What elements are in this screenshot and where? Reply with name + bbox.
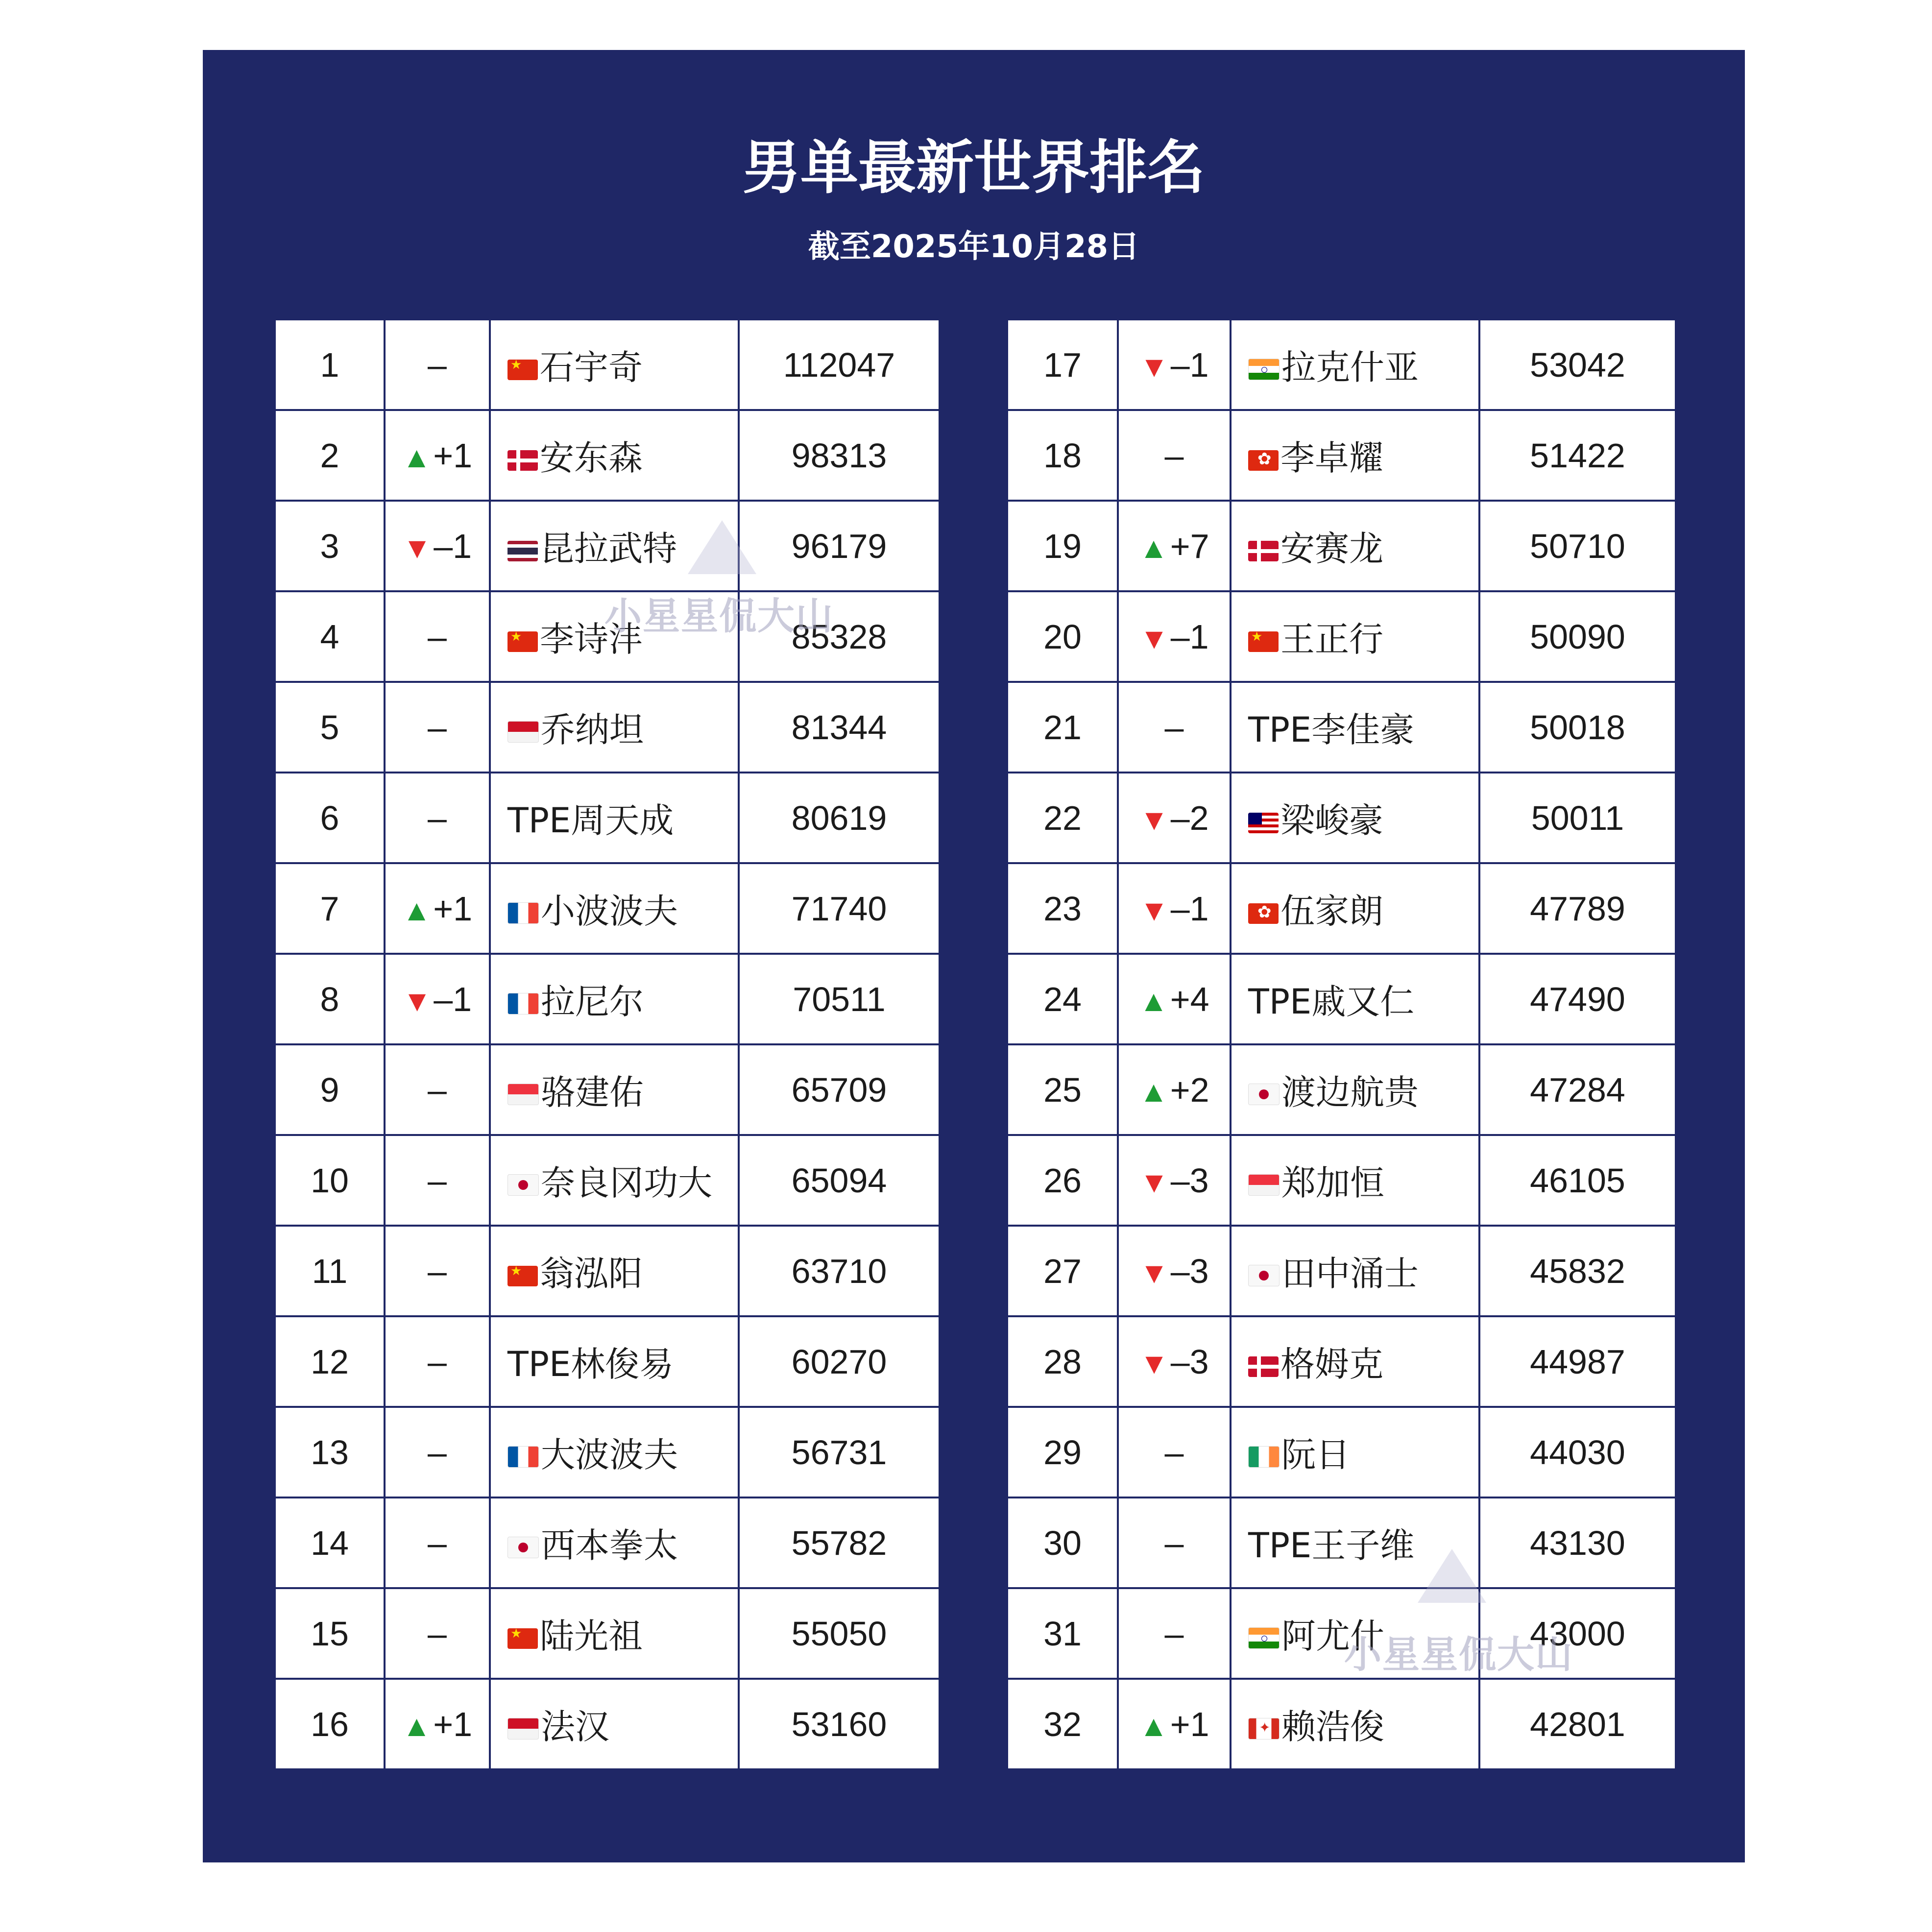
player-name: 安东森 xyxy=(540,438,643,478)
player-cell xyxy=(490,319,739,410)
france-flag-icon xyxy=(507,993,539,1014)
player-cell xyxy=(490,1316,739,1407)
up-arrow-icon: ▲ xyxy=(1139,1709,1168,1742)
change-value: +2 xyxy=(1170,1070,1209,1109)
watermark: 小星星侃大山 xyxy=(1344,1633,1573,1676)
japan-flag-icon xyxy=(507,1537,539,1558)
player-name: 王正行 xyxy=(1280,619,1383,659)
ranking-row xyxy=(1007,1679,1676,1769)
ranking-row xyxy=(1007,1588,1676,1679)
rank-cell: 32 xyxy=(1007,1679,1118,1769)
player-cell xyxy=(490,1135,739,1226)
rank-cell: 14 xyxy=(275,1497,385,1588)
player-cell xyxy=(1231,863,1479,954)
change-cell xyxy=(1118,501,1231,591)
change-cell xyxy=(1118,1135,1231,1226)
ireland-flag-icon xyxy=(1248,1446,1280,1468)
ranking-row xyxy=(1007,1497,1676,1588)
ranking-row xyxy=(1007,319,1676,410)
china-flag-icon xyxy=(507,631,538,652)
change-value: – xyxy=(428,708,447,747)
player-cell xyxy=(1231,1316,1479,1407)
change-value: – xyxy=(428,1161,447,1200)
points-cell: 42801 xyxy=(1479,1679,1676,1769)
change-cell xyxy=(385,319,490,410)
change-cell xyxy=(385,682,490,773)
change-cell xyxy=(385,591,490,682)
rank-cell: 19 xyxy=(1007,501,1118,591)
up-arrow-icon: ▲ xyxy=(402,440,432,474)
points-cell: 55782 xyxy=(739,1497,940,1588)
player-name: 郑加恒 xyxy=(1281,1163,1384,1203)
change-value: +1 xyxy=(433,889,473,928)
ranking-row xyxy=(275,501,940,591)
india-flag-icon xyxy=(1248,359,1280,380)
change-cell xyxy=(385,501,490,591)
points-cell: 43130 xyxy=(1479,1497,1676,1588)
points-cell: 81344 xyxy=(739,682,940,773)
rank-cell: 30 xyxy=(1007,1497,1118,1588)
player-cell xyxy=(490,1497,739,1588)
player-cell xyxy=(1231,501,1479,591)
player-name: 格姆克 xyxy=(1280,1344,1383,1384)
player-cell xyxy=(490,1226,739,1316)
change-cell xyxy=(1118,591,1231,682)
points-cell: 45832 xyxy=(1479,1226,1676,1316)
down-arrow-icon: ▼ xyxy=(1139,622,1169,655)
ranking-row xyxy=(1007,1226,1676,1316)
ranking-row xyxy=(1007,1316,1676,1407)
rank-cell: 23 xyxy=(1007,863,1118,954)
points-cell: 53160 xyxy=(739,1679,940,1769)
player-cell xyxy=(490,954,739,1044)
change-value: – xyxy=(1164,436,1184,475)
change-value: – xyxy=(428,798,447,837)
france-flag-icon xyxy=(507,902,539,924)
ranking-row xyxy=(275,1588,940,1679)
japan-flag-icon xyxy=(507,1174,539,1196)
up-arrow-icon: ▲ xyxy=(402,1709,432,1742)
points-cell: 53042 xyxy=(1479,319,1676,410)
player-name: 赖浩俊 xyxy=(1281,1707,1384,1747)
ranking-row xyxy=(275,1044,940,1135)
player-name: 拉尼尔 xyxy=(541,982,644,1022)
ranking-row xyxy=(275,773,940,863)
player-cell xyxy=(490,773,739,863)
up-arrow-icon: ▲ xyxy=(1139,984,1168,1017)
change-cell xyxy=(385,1679,490,1769)
points-cell: 96179 xyxy=(739,501,940,591)
player-name: 阮日 xyxy=(1281,1435,1350,1475)
change-cell xyxy=(1118,1316,1231,1407)
change-cell xyxy=(385,1316,490,1407)
change-value: –1 xyxy=(1170,617,1209,656)
player-name: 李诗沣 xyxy=(540,619,643,659)
rank-cell: 29 xyxy=(1007,1407,1118,1497)
rank-cell: 28 xyxy=(1007,1316,1118,1407)
change-cell xyxy=(1118,1044,1231,1135)
ranking-row xyxy=(1007,682,1676,773)
points-cell: 112047 xyxy=(739,319,940,410)
rank-cell: 9 xyxy=(275,1044,385,1135)
points-cell: 65094 xyxy=(739,1135,940,1226)
hongkong-flag-icon xyxy=(1248,903,1279,924)
hongkong-flag-icon xyxy=(1248,450,1279,471)
points-cell: 44030 xyxy=(1479,1407,1676,1497)
change-value: –2 xyxy=(1170,798,1209,837)
ranking-row xyxy=(275,1497,940,1588)
change-cell xyxy=(1118,1407,1231,1497)
player-name: 法汉 xyxy=(541,1707,609,1747)
player-cell xyxy=(490,682,739,773)
ranking-row xyxy=(1007,773,1676,863)
change-value: – xyxy=(1164,1523,1184,1562)
ranking-table-right xyxy=(1006,318,1677,1770)
player-cell xyxy=(1231,1226,1479,1316)
down-arrow-icon: ▼ xyxy=(1139,1347,1169,1380)
rank-cell: 27 xyxy=(1007,1226,1118,1316)
points-cell: 98313 xyxy=(739,410,940,501)
ranking-row xyxy=(1007,501,1676,591)
change-value: – xyxy=(428,1614,447,1653)
player-cell xyxy=(490,1679,739,1769)
ranking-row xyxy=(275,1226,940,1316)
france-flag-icon xyxy=(507,1446,539,1468)
rank-cell: 20 xyxy=(1007,591,1118,682)
ranking-row xyxy=(1007,954,1676,1044)
rank-cell: 5 xyxy=(275,682,385,773)
page-subtitle: 截至2025年10月28日 xyxy=(808,229,1140,265)
up-arrow-icon: ▲ xyxy=(1139,1075,1168,1108)
rank-cell: 8 xyxy=(275,954,385,1044)
points-cell: 65709 xyxy=(739,1044,940,1135)
change-cell xyxy=(385,1588,490,1679)
player-cell xyxy=(1231,773,1479,863)
player-cell xyxy=(490,1044,739,1135)
ranking-row xyxy=(1007,591,1676,682)
ranking-row xyxy=(275,319,940,410)
change-cell xyxy=(385,1497,490,1588)
points-cell: 85328 xyxy=(739,591,940,682)
rank-cell: 18 xyxy=(1007,410,1118,501)
japan-flag-icon xyxy=(1248,1265,1280,1286)
change-value: –3 xyxy=(1170,1252,1209,1290)
change-value: –1 xyxy=(1170,345,1209,384)
rank-cell: 31 xyxy=(1007,1588,1118,1679)
points-cell: 47490 xyxy=(1479,954,1676,1044)
player-name: TPE戚又仁 xyxy=(1248,982,1415,1022)
canada-flag-icon xyxy=(1248,1718,1280,1739)
player-cell xyxy=(490,1588,739,1679)
ranking-row xyxy=(275,1316,940,1407)
player-name: 李卓耀 xyxy=(1280,438,1383,478)
player-name: 乔纳坦 xyxy=(541,710,644,750)
change-value: – xyxy=(428,1252,447,1290)
change-value: –3 xyxy=(1170,1342,1209,1381)
player-name: TPE林俊易 xyxy=(507,1344,674,1384)
points-cell: 63710 xyxy=(739,1226,940,1316)
change-cell xyxy=(1118,863,1231,954)
denmark-flag-icon xyxy=(1248,1356,1279,1377)
change-cell xyxy=(1118,954,1231,1044)
points-cell: 47284 xyxy=(1479,1044,1676,1135)
points-cell: 71740 xyxy=(739,863,940,954)
change-cell xyxy=(385,410,490,501)
player-name: 大波波夫 xyxy=(541,1435,678,1475)
player-name: 小波波夫 xyxy=(541,891,678,931)
rank-cell: 12 xyxy=(275,1316,385,1407)
player-name: TPE李佳豪 xyxy=(1248,710,1415,750)
player-name: 阿尤什 xyxy=(1281,1616,1384,1656)
change-value: +1 xyxy=(1170,1705,1209,1743)
down-arrow-icon: ▼ xyxy=(402,984,432,1017)
player-name: 田中涌士 xyxy=(1281,1254,1419,1294)
china-flag-icon xyxy=(507,360,538,380)
player-cell xyxy=(1231,591,1479,682)
change-cell xyxy=(1118,1588,1231,1679)
change-cell xyxy=(1118,319,1231,410)
rank-cell: 6 xyxy=(275,773,385,863)
rank-cell: 13 xyxy=(275,1407,385,1497)
player-name: 渡边航贵 xyxy=(1281,1072,1419,1112)
player-name: 骆建佑 xyxy=(541,1072,644,1112)
ranking-table-left xyxy=(274,318,941,1770)
change-value: – xyxy=(428,1070,447,1109)
ranking-row xyxy=(275,1407,940,1497)
change-cell xyxy=(385,954,490,1044)
change-value: – xyxy=(428,1523,447,1562)
china-flag-icon xyxy=(507,1266,538,1286)
rank-cell: 10 xyxy=(275,1135,385,1226)
change-value: –3 xyxy=(1170,1161,1209,1200)
watermark-logo-icon xyxy=(688,520,756,574)
change-cell xyxy=(385,773,490,863)
watermark: 小星星侃大山 xyxy=(604,594,834,638)
change-cell xyxy=(385,1135,490,1226)
singapore-flag-icon xyxy=(507,1084,539,1105)
points-cell: 50011 xyxy=(1479,773,1676,863)
china-flag-icon xyxy=(507,1628,538,1649)
rank-cell: 15 xyxy=(275,1588,385,1679)
change-value: – xyxy=(428,1433,447,1472)
thailand-flag-icon xyxy=(507,541,538,561)
points-cell: 47789 xyxy=(1479,863,1676,954)
change-value: +7 xyxy=(1170,527,1209,565)
points-cell: 51422 xyxy=(1479,410,1676,501)
points-cell: 55050 xyxy=(739,1588,940,1679)
player-cell xyxy=(1231,319,1479,410)
singapore-flag-icon xyxy=(1248,1174,1280,1196)
change-cell xyxy=(385,863,490,954)
player-cell xyxy=(1231,1044,1479,1135)
points-cell: 44987 xyxy=(1479,1316,1676,1407)
rank-cell: 25 xyxy=(1007,1044,1118,1135)
change-cell xyxy=(1118,1226,1231,1316)
rank-cell: 11 xyxy=(275,1226,385,1316)
up-arrow-icon: ▲ xyxy=(402,894,432,927)
points-cell: 80619 xyxy=(739,773,940,863)
change-cell xyxy=(1118,773,1231,863)
change-value: –1 xyxy=(434,980,472,1018)
change-value: – xyxy=(428,345,447,384)
up-arrow-icon: ▲ xyxy=(1139,531,1168,564)
rank-cell: 24 xyxy=(1007,954,1118,1044)
down-arrow-icon: ▼ xyxy=(1139,350,1169,383)
player-cell xyxy=(1231,1679,1479,1769)
player-name: 翁泓阳 xyxy=(540,1254,643,1294)
japan-flag-icon xyxy=(1248,1084,1280,1105)
player-name: 石宇奇 xyxy=(540,347,643,387)
down-arrow-icon: ▼ xyxy=(1139,1165,1169,1199)
points-cell: 56731 xyxy=(739,1407,940,1497)
rank-cell: 2 xyxy=(275,410,385,501)
ranking-row xyxy=(275,682,940,773)
down-arrow-icon: ▼ xyxy=(402,531,432,564)
player-name: TPE王子维 xyxy=(1248,1525,1415,1566)
rank-cell: 21 xyxy=(1007,682,1118,773)
player-name: 梁峻豪 xyxy=(1280,800,1383,841)
down-arrow-icon: ▼ xyxy=(1139,894,1169,927)
ranking-row xyxy=(275,863,940,954)
change-cell xyxy=(385,1226,490,1316)
player-name: 西本拳太 xyxy=(541,1525,678,1566)
india-flag-icon xyxy=(1248,1627,1280,1649)
rank-cell: 7 xyxy=(275,863,385,954)
rank-cell: 16 xyxy=(275,1679,385,1769)
player-name: 昆拉武特 xyxy=(540,529,677,569)
change-value: – xyxy=(428,617,447,656)
points-cell: 70511 xyxy=(739,954,940,1044)
rank-cell: 26 xyxy=(1007,1135,1118,1226)
ranking-row xyxy=(275,410,940,501)
ranking-row xyxy=(1007,410,1676,501)
points-cell: 43000 xyxy=(1479,1588,1676,1679)
change-value: – xyxy=(428,1342,447,1381)
change-value: +4 xyxy=(1170,980,1209,1018)
points-cell: 50710 xyxy=(1479,501,1676,591)
points-cell: 46105 xyxy=(1479,1135,1676,1226)
change-cell xyxy=(385,1407,490,1497)
rank-cell: 1 xyxy=(275,319,385,410)
player-cell xyxy=(1231,1135,1479,1226)
change-value: –1 xyxy=(434,527,472,565)
points-cell: 50090 xyxy=(1479,591,1676,682)
points-cell: 50018 xyxy=(1479,682,1676,773)
page-title: 男单最新世界排名 xyxy=(742,134,1205,201)
change-cell xyxy=(385,1044,490,1135)
player-cell xyxy=(1231,1407,1479,1497)
rank-cell: 17 xyxy=(1007,319,1118,410)
rank-cell: 4 xyxy=(275,591,385,682)
ranking-row xyxy=(275,954,940,1044)
change-cell xyxy=(1118,1497,1231,1588)
rank-cell: 22 xyxy=(1007,773,1118,863)
player-cell xyxy=(490,410,739,501)
player-cell xyxy=(1231,682,1479,773)
ranking-row xyxy=(1007,1407,1676,1497)
player-name: 陆光祖 xyxy=(540,1616,643,1656)
rank-cell: 3 xyxy=(275,501,385,591)
player-cell xyxy=(490,1407,739,1497)
change-cell xyxy=(1118,1679,1231,1769)
ranking-row xyxy=(1007,1044,1676,1135)
change-value: +1 xyxy=(433,1705,473,1743)
change-value: – xyxy=(1164,1614,1184,1653)
points-cell: 60270 xyxy=(739,1316,940,1407)
indonesia-flag-icon xyxy=(507,1718,539,1739)
player-cell xyxy=(1231,410,1479,501)
player-name: 安赛龙 xyxy=(1280,529,1383,569)
china-flag-icon xyxy=(1248,631,1279,652)
indonesia-flag-icon xyxy=(507,721,539,743)
denmark-flag-icon xyxy=(1248,541,1279,561)
player-name: 拉克什亚 xyxy=(1281,347,1419,387)
malaysia-flag-icon xyxy=(1248,813,1279,833)
ranking-panel xyxy=(203,50,1745,1862)
change-value: – xyxy=(1164,708,1184,747)
down-arrow-icon: ▼ xyxy=(1139,803,1169,836)
player-cell xyxy=(490,863,739,954)
change-value: +1 xyxy=(433,436,473,475)
player-name: 伍家朗 xyxy=(1280,891,1383,931)
player-name: TPE周天成 xyxy=(507,800,674,841)
player-cell xyxy=(1231,954,1479,1044)
ranking-row xyxy=(275,1679,940,1769)
change-value: –1 xyxy=(1170,889,1209,928)
down-arrow-icon: ▼ xyxy=(1139,1256,1169,1289)
player-name: 奈良冈功大 xyxy=(541,1163,712,1203)
ranking-row xyxy=(1007,863,1676,954)
change-value: – xyxy=(1164,1433,1184,1472)
ranking-row xyxy=(1007,1135,1676,1226)
watermark-logo-icon xyxy=(1418,1549,1486,1603)
denmark-flag-icon xyxy=(507,450,538,471)
change-cell xyxy=(1118,682,1231,773)
change-cell xyxy=(1118,410,1231,501)
ranking-row xyxy=(275,1135,940,1226)
